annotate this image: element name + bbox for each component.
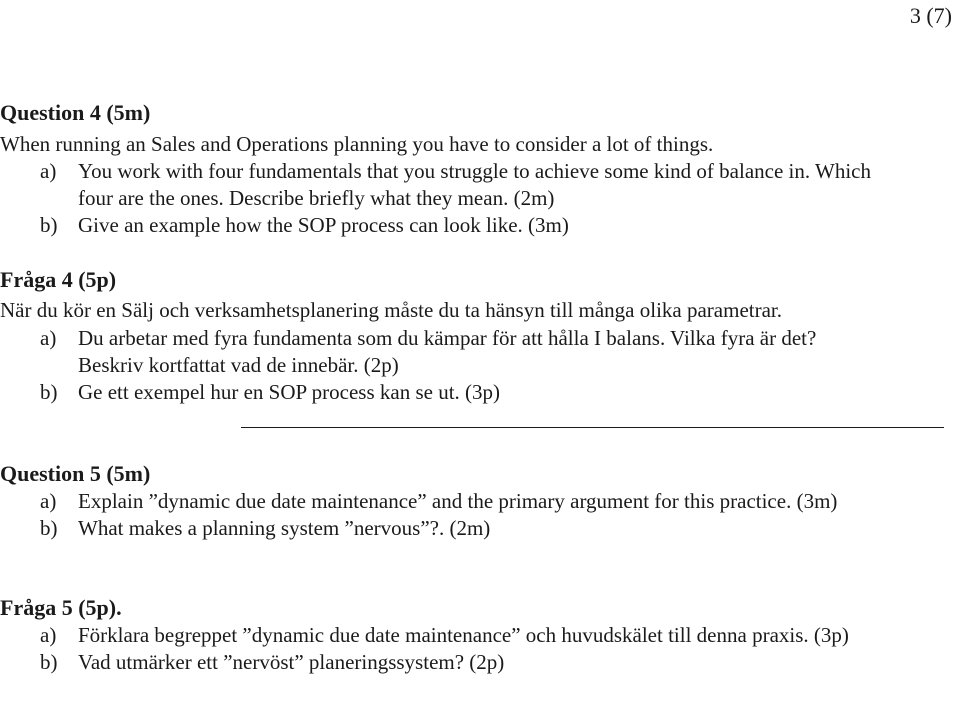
item-b-text: Give an example how the SOP process can look like. (3m) [78, 213, 569, 237]
item-a-label: a) [40, 489, 57, 513]
item-a-text: Förklara begreppet ”dynamic due date maintenance” och huvudskälet till denna praxis. (3p) [78, 623, 849, 647]
fraga-4-heading: Fråga 4 (5p) [0, 267, 117, 292]
question-4-item-b [40, 212, 960, 239]
question-4-heading: Question 4 (5m) [0, 100, 151, 125]
section-divider [241, 427, 944, 428]
fraga-5-item-a [40, 622, 960, 649]
item-b-label: b) [40, 650, 58, 674]
fraga-4-item-a-continuation: Beskriv kortfattat vad de innebär. (2p) [78, 353, 399, 377]
question-4-item-a-continuation: four are the ones. Describe briefly what they mean. (2m) [78, 186, 555, 210]
question-5-heading: Question 5 (5m) [0, 461, 151, 486]
item-b-text: Vad utmärker ett ”nervöst” planeringssystem? (2p) [78, 650, 505, 674]
fraga-4-intro: När du kör en Sälj och verksamhetsplanering måste du ta hänsyn till många olika parametrar. [0, 298, 783, 322]
item-b-text: Ge ett exempel hur en SOP process kan se ut. (3p) [78, 380, 501, 404]
item-a-text: Explain ”dynamic due date maintenance” and the primary argument for this practice. (3m) [78, 489, 838, 513]
item-b-label: b) [40, 516, 58, 540]
question-5-item-a [40, 488, 960, 515]
page-number: 3 (7) [909, 3, 952, 28]
item-a-text: Du arbetar med fyra fundamenta som du kämpar för att hålla I balans. Vilka fyra är det? [78, 326, 817, 350]
fraga-4-item-a [40, 325, 960, 352]
item-b-text: What makes a planning system ”nervous”?. (2m) [78, 516, 491, 540]
item-a-text: You work with four fundamentals that you struggle to achieve some kind of balance in. Which [78, 159, 871, 183]
item-a-label: a) [40, 326, 57, 350]
item-b-label: b) [40, 213, 58, 237]
fraga-4-item-b [40, 379, 960, 406]
question-4-intro: When running an Sales and Operations planning you have to consider a lot of things. [0, 132, 714, 156]
item-a-label: a) [40, 159, 57, 183]
question-5-item-b [40, 515, 960, 542]
fraga-5-item-b [40, 649, 960, 676]
fraga-5-heading: Fråga 5 (5p). [0, 595, 122, 620]
question-4-item-a [40, 158, 960, 185]
item-b-label: b) [40, 380, 58, 404]
item-a-label: a) [40, 623, 57, 647]
